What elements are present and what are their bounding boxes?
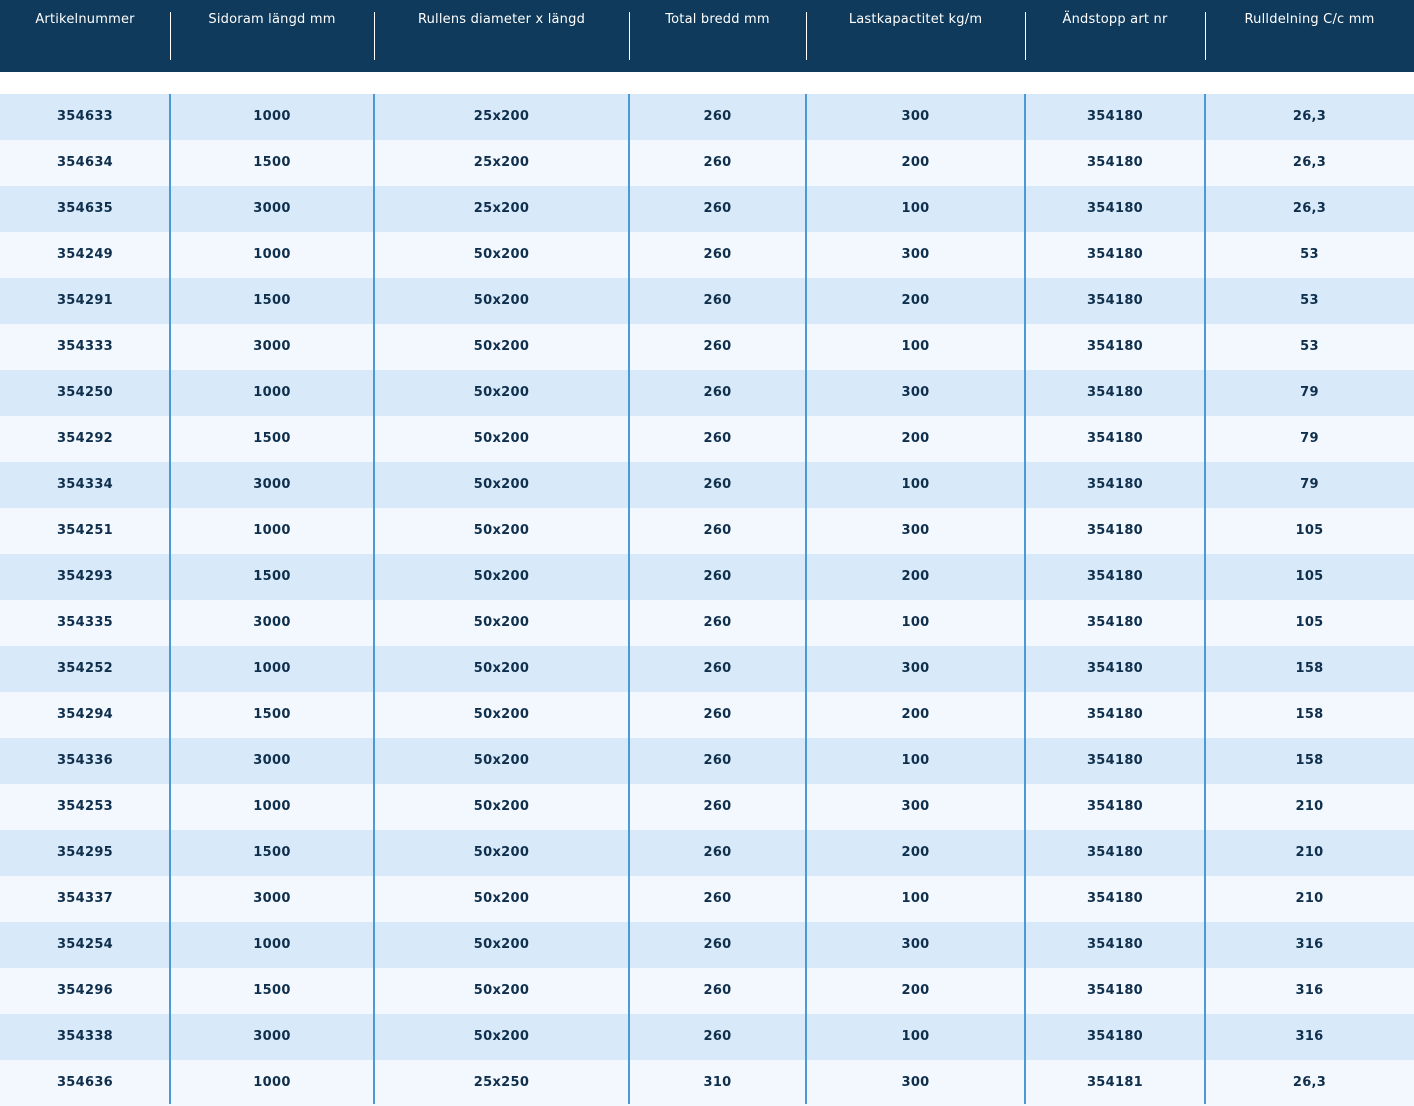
table-row — [0, 186, 1414, 232]
cell-rulldelning: 53 — [1300, 293, 1319, 308]
cell-rulldelning: 26,3 — [1292, 155, 1327, 170]
cell-rullens-diameter: 50x200 — [473, 385, 530, 400]
cell-sidoram-langd: 3000 — [253, 1029, 291, 1044]
cell-total-bredd: 260 — [703, 523, 732, 538]
cell-rulldelning: 79 — [1300, 385, 1319, 400]
cell-total-bredd: 260 — [703, 753, 732, 768]
table-row — [0, 370, 1414, 416]
cell-artikelnummer: 354253 — [56, 799, 114, 814]
cell-sidoram-langd: 3000 — [253, 753, 291, 768]
cell-rullens-diameter: 50x200 — [473, 247, 530, 262]
cell-andstopp: 354180 — [1086, 477, 1144, 492]
cell-lastkapacitet: 200 — [901, 845, 930, 860]
table-row — [0, 600, 1414, 646]
cell-sidoram-langd: 1500 — [253, 293, 291, 308]
cell-total-bredd: 260 — [703, 109, 732, 124]
cell-lastkapacitet: 100 — [901, 201, 930, 216]
header-divider — [170, 12, 171, 60]
cell-total-bredd: 260 — [703, 707, 732, 722]
cell-rullens-diameter: 50x200 — [473, 707, 530, 722]
cell-rulldelning: 210 — [1295, 799, 1324, 814]
cell-andstopp: 354180 — [1086, 523, 1144, 538]
header-divider — [1025, 12, 1026, 60]
cell-rullens-diameter: 50x200 — [473, 845, 530, 860]
table-row — [0, 232, 1414, 278]
table-row — [0, 876, 1414, 922]
cell-artikelnummer: 354254 — [56, 937, 114, 952]
cell-artikelnummer: 354338 — [56, 1029, 114, 1044]
cell-sidoram-langd: 3000 — [253, 891, 291, 906]
cell-andstopp: 354181 — [1086, 1075, 1144, 1090]
cell-lastkapacitet: 100 — [901, 477, 930, 492]
cell-andstopp: 354180 — [1086, 753, 1144, 768]
column-divider — [805, 94, 807, 1104]
cell-rullens-diameter: 50x200 — [473, 983, 530, 998]
cell-rulldelning: 158 — [1295, 753, 1324, 768]
cell-total-bredd: 260 — [703, 799, 732, 814]
cell-total-bredd: 260 — [703, 431, 732, 446]
cell-lastkapacitet: 300 — [901, 1075, 930, 1090]
cell-lastkapacitet: 100 — [901, 1029, 930, 1044]
cell-andstopp: 354180 — [1086, 155, 1144, 170]
cell-total-bredd: 260 — [703, 293, 732, 308]
column-divider — [1024, 94, 1026, 1104]
cell-rulldelning: 53 — [1300, 247, 1319, 262]
cell-rulldelning: 158 — [1295, 661, 1324, 676]
table-row — [0, 1014, 1414, 1060]
cell-total-bredd: 260 — [703, 155, 732, 170]
table-row — [0, 646, 1414, 692]
cell-rullens-diameter: 50x200 — [473, 523, 530, 538]
cell-andstopp: 354180 — [1086, 431, 1144, 446]
cell-rullens-diameter: 50x200 — [473, 615, 530, 630]
column-divider — [628, 94, 630, 1104]
cell-sidoram-langd: 1500 — [253, 983, 291, 998]
cell-rulldelning: 210 — [1295, 891, 1324, 906]
header-cell-artikelnummer: Artikelnummer — [35, 12, 135, 27]
table-header — [0, 0, 1414, 72]
cell-artikelnummer: 354250 — [56, 385, 114, 400]
cell-sidoram-langd: 1500 — [253, 155, 291, 170]
header-cell-lastkapacitet: Lastkapactitet kg/m — [848, 12, 983, 27]
cell-sidoram-langd: 3000 — [253, 339, 291, 354]
table-row — [0, 94, 1414, 140]
header-cell-rulldelning: Rulldelning C/c mm — [1244, 12, 1375, 27]
table-row — [0, 554, 1414, 600]
cell-lastkapacitet: 100 — [901, 339, 930, 354]
cell-sidoram-langd: 1000 — [253, 247, 291, 262]
table-row — [0, 140, 1414, 186]
header-spacer — [0, 72, 1414, 94]
cell-rullens-diameter: 50x200 — [473, 431, 530, 446]
cell-andstopp: 354180 — [1086, 1029, 1144, 1044]
header-divider — [806, 12, 807, 60]
cell-lastkapacitet: 300 — [901, 247, 930, 262]
cell-sidoram-langd: 1000 — [253, 385, 291, 400]
header-cell-total-bredd: Total bredd mm — [665, 12, 770, 27]
column-divider — [1204, 94, 1206, 1104]
cell-andstopp: 354180 — [1086, 293, 1144, 308]
cell-artikelnummer: 354335 — [56, 615, 114, 630]
table-body — [0, 94, 1414, 1104]
table-row — [0, 1060, 1414, 1106]
cell-andstopp: 354180 — [1086, 109, 1144, 124]
cell-rullens-diameter: 50x200 — [473, 293, 530, 308]
cell-rulldelning: 26,3 — [1292, 109, 1327, 124]
cell-total-bredd: 260 — [703, 891, 732, 906]
cell-andstopp: 354180 — [1086, 891, 1144, 906]
table-row — [0, 738, 1414, 784]
cell-andstopp: 354180 — [1086, 569, 1144, 584]
cell-artikelnummer: 354249 — [56, 247, 114, 262]
cell-total-bredd: 260 — [703, 615, 732, 630]
cell-lastkapacitet: 200 — [901, 293, 930, 308]
cell-rullens-diameter: 50x200 — [473, 477, 530, 492]
cell-sidoram-langd: 1500 — [253, 845, 291, 860]
cell-artikelnummer: 354634 — [56, 155, 114, 170]
cell-andstopp: 354180 — [1086, 201, 1144, 216]
table-row — [0, 462, 1414, 508]
cell-artikelnummer: 354292 — [56, 431, 114, 446]
cell-lastkapacitet: 300 — [901, 937, 930, 952]
cell-rulldelning: 210 — [1295, 845, 1324, 860]
cell-lastkapacitet: 200 — [901, 431, 930, 446]
header-cell-andstopp: Ändstopp art nr — [1062, 12, 1168, 27]
cell-artikelnummer: 354635 — [56, 201, 114, 216]
cell-artikelnummer: 354291 — [56, 293, 114, 308]
cell-rullens-diameter: 50x200 — [473, 1029, 530, 1044]
table-row — [0, 968, 1414, 1014]
cell-total-bredd: 260 — [703, 983, 732, 998]
cell-lastkapacitet: 200 — [901, 983, 930, 998]
cell-total-bredd: 260 — [703, 845, 732, 860]
table-row — [0, 324, 1414, 370]
cell-andstopp: 354180 — [1086, 707, 1144, 722]
cell-andstopp: 354180 — [1086, 937, 1144, 952]
column-divider — [169, 94, 171, 1104]
table-row — [0, 692, 1414, 738]
cell-andstopp: 354180 — [1086, 615, 1144, 630]
column-divider — [373, 94, 375, 1104]
cell-total-bredd: 260 — [703, 661, 732, 676]
cell-lastkapacitet: 200 — [901, 707, 930, 722]
cell-rulldelning: 79 — [1300, 477, 1319, 492]
cell-rulldelning: 316 — [1295, 937, 1324, 952]
cell-lastkapacitet: 300 — [901, 523, 930, 538]
cell-total-bredd: 260 — [703, 937, 732, 952]
cell-artikelnummer: 354633 — [56, 109, 114, 124]
table-row — [0, 784, 1414, 830]
cell-andstopp: 354180 — [1086, 983, 1144, 998]
cell-rulldelning: 53 — [1300, 339, 1319, 354]
cell-rullens-diameter: 25x200 — [473, 155, 530, 170]
cell-artikelnummer: 354252 — [56, 661, 114, 676]
cell-artikelnummer: 354296 — [56, 983, 114, 998]
cell-rullens-diameter: 50x200 — [473, 661, 530, 676]
cell-lastkapacitet: 200 — [901, 155, 930, 170]
cell-rullens-diameter: 50x200 — [473, 569, 530, 584]
cell-lastkapacitet: 300 — [901, 661, 930, 676]
cell-sidoram-langd: 3000 — [253, 201, 291, 216]
cell-andstopp: 354180 — [1086, 247, 1144, 262]
cell-sidoram-langd: 1000 — [253, 937, 291, 952]
cell-artikelnummer: 354333 — [56, 339, 114, 354]
cell-artikelnummer: 354336 — [56, 753, 114, 768]
cell-rullens-diameter: 25x250 — [473, 1075, 530, 1090]
cell-total-bredd: 260 — [703, 385, 732, 400]
table-row — [0, 922, 1414, 968]
cell-rulldelning: 26,3 — [1292, 201, 1327, 216]
table-row — [0, 278, 1414, 324]
header-cell-rullens-diameter: Rullens diameter x längd — [417, 12, 586, 27]
cell-artikelnummer: 354636 — [56, 1075, 114, 1090]
cell-total-bredd: 260 — [703, 569, 732, 584]
cell-sidoram-langd: 1000 — [253, 1075, 291, 1090]
cell-lastkapacitet: 100 — [901, 753, 930, 768]
cell-rullens-diameter: 25x200 — [473, 201, 530, 216]
cell-artikelnummer: 354293 — [56, 569, 114, 584]
cell-lastkapacitet: 100 — [901, 615, 930, 630]
cell-sidoram-langd: 1000 — [253, 523, 291, 538]
cell-rullens-diameter: 50x200 — [473, 891, 530, 906]
cell-sidoram-langd: 3000 — [253, 615, 291, 630]
cell-sidoram-langd: 1000 — [253, 109, 291, 124]
cell-total-bredd: 260 — [703, 247, 732, 262]
cell-sidoram-langd: 1500 — [253, 431, 291, 446]
cell-rulldelning: 105 — [1295, 569, 1324, 584]
cell-rullens-diameter: 50x200 — [473, 753, 530, 768]
cell-artikelnummer: 354334 — [56, 477, 114, 492]
cell-rullens-diameter: 50x200 — [473, 799, 530, 814]
cell-andstopp: 354180 — [1086, 385, 1144, 400]
table-row — [0, 508, 1414, 554]
cell-andstopp: 354180 — [1086, 661, 1144, 676]
cell-total-bredd: 260 — [703, 339, 732, 354]
cell-lastkapacitet: 300 — [901, 385, 930, 400]
cell-total-bredd: 260 — [703, 477, 732, 492]
cell-rulldelning: 105 — [1295, 615, 1324, 630]
cell-rulldelning: 316 — [1295, 983, 1324, 998]
cell-rullens-diameter: 50x200 — [473, 937, 530, 952]
cell-lastkapacitet: 300 — [901, 109, 930, 124]
cell-lastkapacitet: 300 — [901, 799, 930, 814]
cell-total-bredd: 260 — [703, 1029, 732, 1044]
header-cell-sidoram-langd: Sidoram längd mm — [208, 12, 336, 27]
cell-andstopp: 354180 — [1086, 845, 1144, 860]
cell-lastkapacitet: 200 — [901, 569, 930, 584]
cell-lastkapacitet: 100 — [901, 891, 930, 906]
cell-sidoram-langd: 1000 — [253, 661, 291, 676]
cell-rullens-diameter: 25x200 — [473, 109, 530, 124]
cell-rulldelning: 79 — [1300, 431, 1319, 446]
cell-artikelnummer: 354251 — [56, 523, 114, 538]
cell-artikelnummer: 354294 — [56, 707, 114, 722]
cell-sidoram-langd: 1500 — [253, 569, 291, 584]
cell-rulldelning: 316 — [1295, 1029, 1324, 1044]
cell-rulldelning: 158 — [1295, 707, 1324, 722]
cell-artikelnummer: 354295 — [56, 845, 114, 860]
header-divider — [374, 12, 375, 60]
cell-total-bredd: 310 — [703, 1075, 732, 1090]
cell-andstopp: 354180 — [1086, 339, 1144, 354]
cell-sidoram-langd: 1500 — [253, 707, 291, 722]
cell-rulldelning: 105 — [1295, 523, 1324, 538]
cell-rullens-diameter: 50x200 — [473, 339, 530, 354]
table-row — [0, 416, 1414, 462]
cell-artikelnummer: 354337 — [56, 891, 114, 906]
cell-total-bredd: 260 — [703, 201, 732, 216]
header-divider — [629, 12, 630, 60]
cell-sidoram-langd: 1000 — [253, 799, 291, 814]
table-row — [0, 830, 1414, 876]
header-divider — [1205, 12, 1206, 60]
cell-andstopp: 354180 — [1086, 799, 1144, 814]
cell-sidoram-langd: 3000 — [253, 477, 291, 492]
cell-rulldelning: 26,3 — [1292, 1075, 1327, 1090]
